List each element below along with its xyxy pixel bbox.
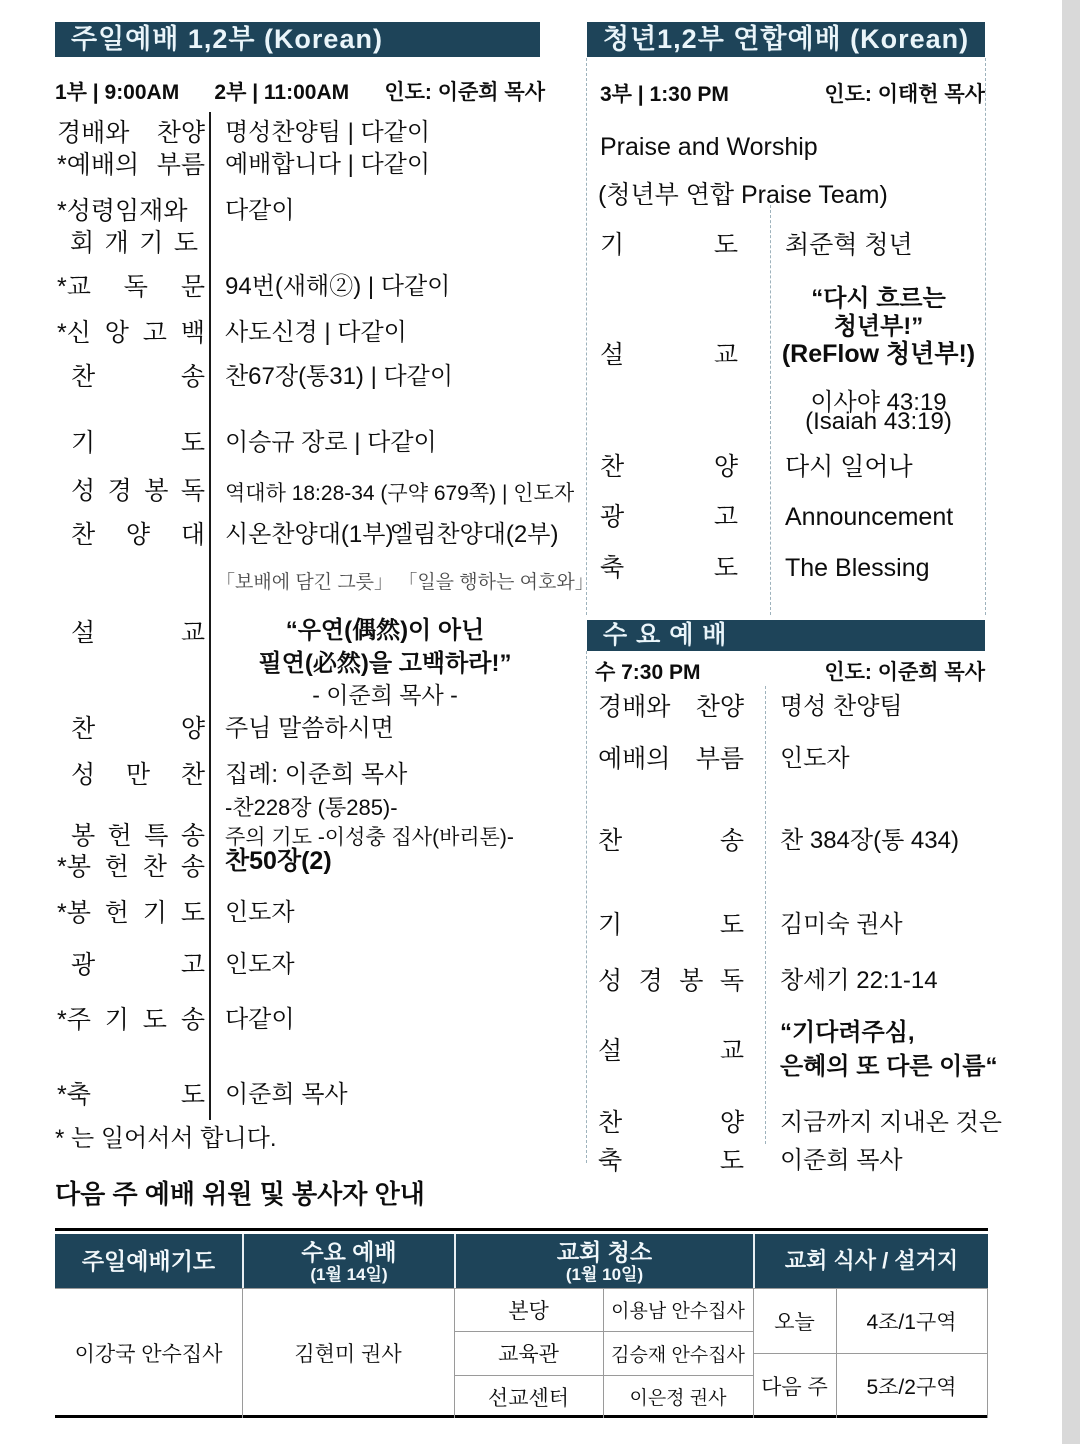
order-label: *봉 헌 기 도 xyxy=(57,899,205,927)
header-cleaning xyxy=(456,1234,753,1288)
order-value: 이준희 목사 xyxy=(225,1081,348,1108)
order-label: *예배의 부름 xyxy=(57,151,205,179)
order-value: 주의 기도 -이성충 집사(바리톤)- xyxy=(225,826,514,849)
order-value: 찬 384장(통 434) xyxy=(780,827,959,854)
cell-meal-when: 다음 주 xyxy=(761,1375,828,1399)
order-value: 예배합니다 | 다같이 xyxy=(225,151,431,178)
praise-team-line: (청년부 연합 Praise Team) xyxy=(598,181,888,209)
order-label: 예배의 부름 xyxy=(598,745,744,773)
youth-column-divider xyxy=(770,205,771,615)
youth-right-border xyxy=(985,58,986,615)
order-value: 사도신경 | 다같이 xyxy=(225,319,407,346)
order-value: 인도자 xyxy=(780,745,850,772)
servers-heading: 다음 주 예배 위원 및 봉사자 안내 xyxy=(55,1179,425,1209)
order-value-2: 엘림찬양대(2부) xyxy=(390,521,559,548)
header-date: (1월 14일) xyxy=(310,1264,388,1284)
wednesday-left-border xyxy=(586,651,587,1163)
order-value-2: -찬228장 (통285)- xyxy=(225,795,398,820)
order-value: 집례: 이준희 목사 xyxy=(225,761,408,788)
youth-info-line xyxy=(600,78,985,108)
order-value: 94번(새해②) | 다같이 xyxy=(225,273,451,300)
sunday-time-2: 2부 | 11:00AM xyxy=(214,81,350,104)
order-value: 최준혁 청년 xyxy=(785,231,913,259)
header-text: 주일예배기도 xyxy=(81,1248,216,1274)
order-value: 찬50장(2) xyxy=(225,847,332,875)
header-text: 교회 청소 xyxy=(556,1238,653,1265)
youth-sermon-title1: “다시 흐르는 xyxy=(811,285,946,312)
page-edge-strip xyxy=(1062,0,1080,1444)
wednesday-sermon-title1: “기다려주심, xyxy=(780,1019,915,1046)
sunday-time-1: 1부 | 9:00AM xyxy=(55,81,180,104)
order-label: *축 도 xyxy=(57,1081,205,1109)
youth-scripture-kr: 이사야 43:19 xyxy=(810,389,947,416)
order-label: 봉 헌 특 송 xyxy=(71,822,205,850)
sermon-title-line2: 필연(必然)을 고백하라!” xyxy=(258,650,512,677)
youth-sermon-title2: 청년부!” xyxy=(833,313,924,340)
order-value: 역대하 18:28-34 (구약 679쪽) | 인도자 xyxy=(225,482,575,505)
order-label: 찬 양 xyxy=(600,453,738,481)
youth-scripture-en: (Isaiah 43:19) xyxy=(805,408,952,435)
order-label: 성 만 찬 xyxy=(71,761,205,789)
order-label: *신 앙 고 백 xyxy=(57,319,205,347)
cell-meal-when: 오늘 xyxy=(774,1310,815,1334)
header-meal xyxy=(755,1234,988,1288)
order-value: 다같이 xyxy=(225,197,295,224)
order-label: 찬 양 xyxy=(598,1109,744,1137)
order-value: 김미숙 권사 xyxy=(780,911,903,938)
order-value: 시온찬양대(1부) xyxy=(225,521,394,548)
youth-time: 3부 | 1:30 PM xyxy=(600,83,729,106)
header-wed-service xyxy=(244,1234,454,1288)
sunday-service-banner xyxy=(55,22,540,57)
sunday-column-divider xyxy=(209,112,211,1120)
cell-meal-team: 4조/1구역 xyxy=(866,1310,957,1334)
order-label: *주 기 도 송 xyxy=(57,1006,205,1034)
order-label: 찬 송 xyxy=(598,827,744,855)
praise-and-worship-line: Praise and Worship xyxy=(600,133,818,161)
order-value: The Blessing xyxy=(785,554,930,582)
order-label: 찬 양 대 xyxy=(71,521,205,549)
order-value: 명성 찬양팀 xyxy=(780,693,903,720)
order-label: 광 고 xyxy=(600,503,738,531)
cell-cleaning-person: 이용남 안수집사 xyxy=(611,1301,745,1322)
sermon-title-line1: “우연(偶然)이 아닌 xyxy=(285,617,485,644)
order-value: 이승규 장로 | 다같이 xyxy=(225,429,437,456)
header-sunday-prayer xyxy=(55,1234,242,1288)
order-value: 다시 일어나 xyxy=(785,453,913,481)
order-label: 성 경 봉 독 xyxy=(598,967,744,995)
wednesday-sermon-title2: 은혜의 또 다른 이름“ xyxy=(780,1053,998,1080)
order-label: 설 교 xyxy=(71,619,205,647)
order-value: 주님 말씀하시면 xyxy=(225,715,394,742)
sunday-service-title: 주일예배 1,2부 (Korean) xyxy=(71,24,383,54)
order-label: 설 교 xyxy=(600,341,738,369)
youth-service-banner xyxy=(587,22,985,57)
cell-cleaning-place: 교육관 xyxy=(498,1343,559,1366)
header-date: (1월 10일) xyxy=(565,1264,644,1284)
order-label: 찬 송 xyxy=(71,363,205,391)
choir-song-note: 「보배에 담긴 그릇」 「일을 행하는 여호와」 xyxy=(216,572,594,593)
sunday-info-line xyxy=(55,76,545,106)
wednesday-leader: 인도: 이준희 목사 xyxy=(824,661,985,684)
order-label: 축 도 xyxy=(598,1147,744,1175)
order-label: 경배와 찬양 xyxy=(57,119,205,147)
order-value: 찬67장(통31) | 다같이 xyxy=(225,363,454,390)
order-value: 인도자 xyxy=(225,951,295,978)
wednesday-info-line xyxy=(595,656,985,686)
order-label: 찬 양 xyxy=(71,715,205,743)
order-value: 이준희 목사 xyxy=(780,1147,903,1174)
standing-footnote: * 는 일어서서 합니다. xyxy=(55,1125,277,1152)
wednesday-service-banner xyxy=(587,620,985,651)
order-value: Announcement xyxy=(785,503,954,531)
order-label: 기 도 xyxy=(598,911,744,939)
wednesday-column-divider xyxy=(765,686,766,1144)
youth-sermon-title3: (ReFlow 청년부!) xyxy=(781,340,976,368)
order-label: *성령임재와 xyxy=(57,197,188,225)
order-label: 축 도 xyxy=(600,554,738,582)
cell-cleaning-place: 선교센터 xyxy=(487,1386,570,1410)
order-value: 창세기 22:1-14 xyxy=(780,967,938,994)
order-label: 기 도 xyxy=(71,429,205,457)
header-text: 교회 식사 / 설거지 xyxy=(784,1248,959,1273)
order-label: 성 경 봉 독 xyxy=(71,477,205,505)
sermon-preacher: - 이준희 목사 - xyxy=(312,682,458,708)
order-label: *봉 헌 찬 송 xyxy=(57,853,205,881)
cell-wed-service: 김현미 권사 xyxy=(294,1343,402,1366)
youth-leader: 인도: 이태헌 목사 xyxy=(824,83,985,106)
order-value: 인도자 xyxy=(225,899,295,926)
cell-cleaning-place: 본당 xyxy=(508,1299,549,1323)
wednesday-service-title: 수 요 예 배 xyxy=(603,621,728,649)
cell-cleaning-person: 김승재 안수집사 xyxy=(611,1344,745,1366)
wednesday-time: 수 7:30 PM xyxy=(595,661,701,684)
order-value: 지금까지 지내온 것은 xyxy=(780,1109,1002,1136)
youth-service-title: 청년1,2부 연합예배 (Korean) xyxy=(603,24,970,54)
cell-cleaning-person: 이은정 권사 xyxy=(629,1388,727,1409)
order-value: 다같이 xyxy=(225,1006,295,1033)
sunday-leader: 인도: 이준희 목사 xyxy=(384,81,545,104)
youth-left-border xyxy=(586,58,587,615)
cell-meal-team: 5조/2구역 xyxy=(866,1375,957,1399)
order-label: 경배와 찬양 xyxy=(598,693,744,721)
order-value: 명성찬양팀 | 다같이 xyxy=(225,119,431,146)
order-label: 광 고 xyxy=(71,951,205,979)
header-text: 수요 예배 xyxy=(301,1238,397,1265)
order-label: *교 독 문 xyxy=(57,273,205,301)
cell-sunday-prayer: 이강국 안수집사 xyxy=(74,1343,223,1366)
order-label-line2: 회 개 기 도 xyxy=(70,229,198,257)
order-label: 기 도 xyxy=(600,231,738,259)
order-label: 설 교 xyxy=(598,1037,744,1065)
servers-table xyxy=(55,1228,988,1418)
